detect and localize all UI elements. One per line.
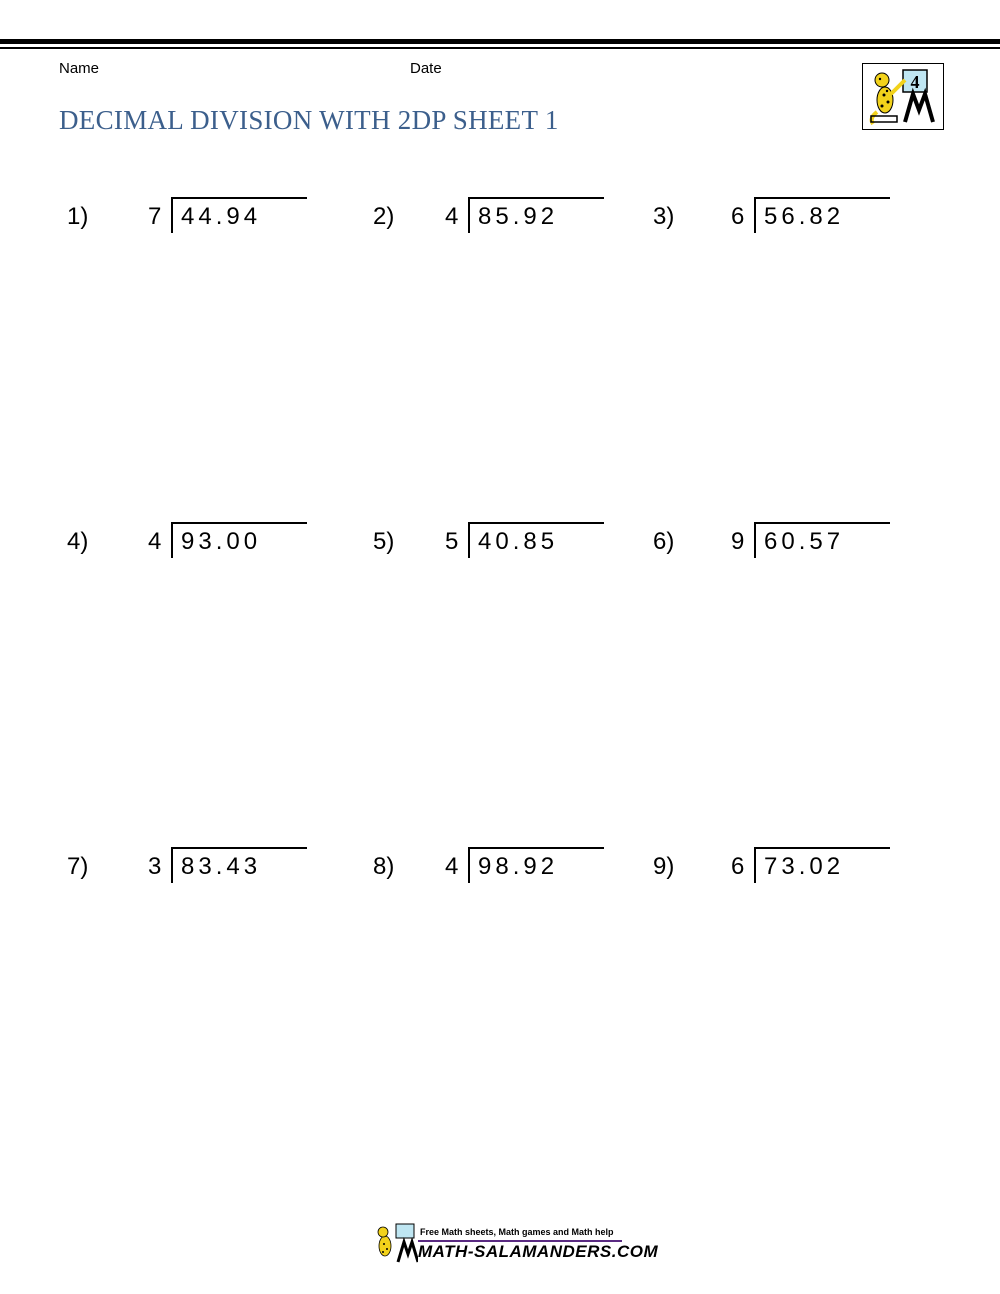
problem-number: 2)	[373, 203, 395, 230]
problem-number: 6)	[653, 528, 675, 555]
problem-number: 5)	[373, 528, 395, 555]
problem-9	[653, 847, 913, 897]
footer-salamander-icon	[372, 1222, 418, 1264]
divisor: 5	[445, 528, 459, 555]
problem-1	[67, 197, 327, 247]
problem-3	[653, 197, 913, 247]
footer-site-name: MATH-SALAMANDERS.COM	[418, 1242, 659, 1261]
divisor: 4	[148, 528, 162, 555]
header-rule-thin	[0, 47, 1000, 49]
dividend: 85.92	[478, 203, 559, 230]
problem-2	[373, 197, 633, 247]
worksheet-title: DECIMAL DIVISION WITH 2DP SHEET 1	[59, 105, 559, 135]
problem-number: 3)	[653, 203, 675, 230]
footer-branding	[372, 1222, 659, 1264]
header-rule-thick	[0, 39, 1000, 44]
dividend: 44.94	[181, 203, 262, 230]
dividend: 60.57	[764, 528, 845, 555]
problem-number: 9)	[653, 853, 675, 880]
problem-number: 8)	[373, 853, 395, 880]
problem-5	[373, 522, 633, 572]
problem-number: 1)	[67, 203, 89, 230]
divisor: 9	[731, 528, 745, 555]
dividend: 98.92	[478, 853, 559, 880]
divisor: 4	[445, 853, 459, 880]
problem-7	[67, 847, 327, 897]
logo-digit: 4	[910, 72, 920, 92]
problem-number: 7)	[67, 853, 89, 880]
dividend: 83.43	[181, 853, 262, 880]
problem-number: 4)	[67, 528, 89, 555]
dividend: 40.85	[478, 528, 559, 555]
divisor: 3	[148, 853, 162, 880]
divisor: 6	[731, 203, 745, 230]
problem-8	[373, 847, 633, 897]
problem-4	[67, 522, 327, 572]
problem-6	[653, 522, 913, 572]
dividend: 73.02	[764, 853, 845, 880]
name-label: Name	[59, 60, 100, 77]
date-label: Date	[410, 60, 442, 77]
salamander-teacher-icon	[863, 64, 943, 129]
math-salamanders-logo	[862, 63, 944, 130]
footer-tagline: Free Math sheets, Math games and Math help	[420, 1227, 614, 1237]
divisor: 4	[445, 203, 459, 230]
dividend: 93.00	[181, 528, 262, 555]
divisor: 6	[731, 853, 745, 880]
divisor: 7	[148, 203, 162, 230]
dividend: 56.82	[764, 203, 845, 230]
